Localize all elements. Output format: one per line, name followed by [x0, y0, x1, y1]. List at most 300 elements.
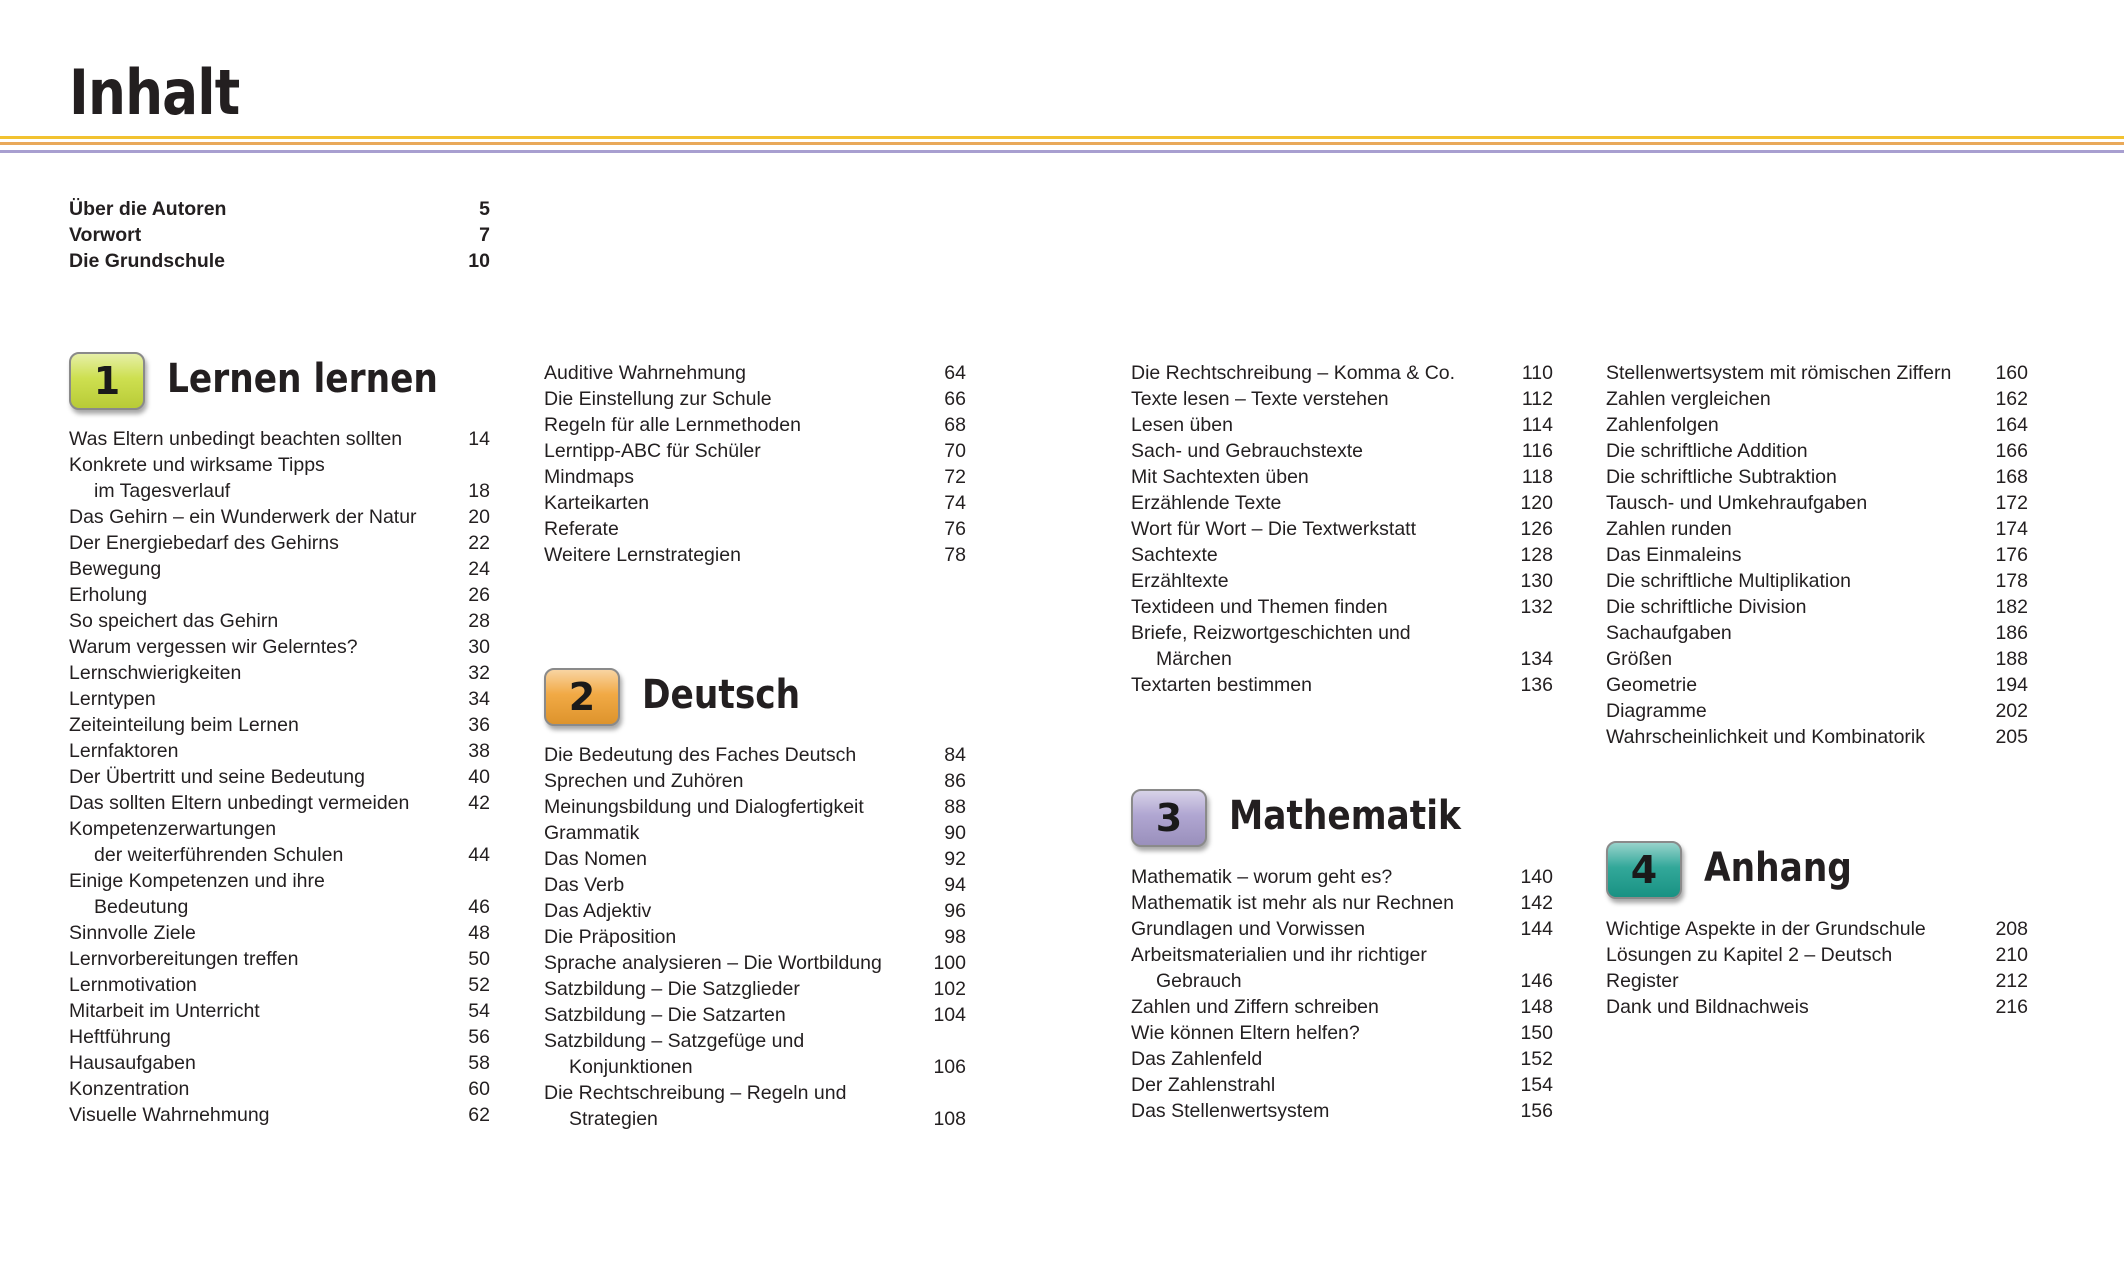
chapter-3-entries: [1131, 864, 1553, 1124]
toc-entry-page: 72: [944, 466, 966, 488]
toc-entry-page: 96: [944, 900, 966, 922]
toc-entry-page: 50: [468, 948, 490, 970]
toc-entry-page: 166: [1995, 440, 2028, 462]
page-title: Inhalt: [69, 56, 240, 129]
toc-entry-title: Die schriftliche Multiplikation: [1606, 570, 1851, 592]
toc-entry-title: Texte lesen – Texte verstehen: [1131, 388, 1389, 410]
toc-entry-title: Tausch- und Umkehraufgaben: [1606, 492, 1868, 514]
toc-entry: [69, 686, 490, 712]
toc-entry-page: 202: [1995, 700, 2028, 722]
chapter-heading-3: [1131, 789, 1551, 869]
toc-entry-page: 152: [1520, 1048, 1553, 1070]
toc-entry-page: 154: [1520, 1074, 1553, 1096]
toc-entry-title: Einige Kompetenzen und ihre: [69, 870, 325, 892]
toc-entry-page: 90: [944, 822, 966, 844]
toc-entry-page: 56: [468, 1026, 490, 1048]
toc-entry: [1131, 516, 1553, 542]
toc-entry: [544, 794, 966, 820]
toc-entry-title: Weitere Lernstrategien: [544, 544, 741, 566]
toc-entry: [1131, 594, 1553, 620]
chapter-number-2: 2: [568, 675, 596, 719]
toc-entry: [1606, 568, 2028, 594]
toc-entry-page: 86: [944, 770, 966, 792]
toc-entry: [544, 950, 966, 976]
toc-entry: [69, 842, 490, 868]
toc-entry-title: Sinnvolle Ziele: [69, 922, 196, 944]
toc-entry: [1131, 994, 1553, 1020]
toc-entry: [69, 712, 490, 738]
toc-entry-page: 58: [468, 1052, 490, 1074]
toc-entry-title: Satzbildung – Die Satzglieder: [544, 978, 800, 1000]
chapter-badge-2: [544, 668, 620, 726]
toc-entry-title: Lernmotivation: [69, 974, 197, 996]
toc-entry-title: Register: [1606, 970, 1679, 992]
toc-entry-title: Zahlen vergleichen: [1606, 388, 1771, 410]
toc-entry: [1606, 516, 2028, 542]
toc-entry: [69, 764, 490, 790]
toc-entry-title: Die Einstellung zur Schule: [544, 388, 772, 410]
toc-entry-page: 84: [944, 744, 966, 766]
toc-entry: [69, 582, 490, 608]
toc-entry-title: Diagramme: [1606, 700, 1707, 722]
toc-entry: [544, 768, 966, 794]
toc-entry: [69, 738, 490, 764]
toc-entry-title: Das Gehirn – ein Wunderwerk der Natur: [69, 506, 417, 528]
toc-entry-page: 28: [468, 610, 490, 632]
toc-entry: [1131, 360, 1553, 386]
toc-entry-title: Karteikarten: [544, 492, 650, 514]
toc-entry-title: Das sollten Eltern unbedingt vermeiden: [69, 792, 410, 814]
toc-entry: [544, 516, 966, 542]
toc-entry-title: Das Zahlenfeld: [1131, 1048, 1263, 1070]
toc-entry-page: 110: [1521, 362, 1553, 384]
toc-entry-page: 64: [944, 362, 966, 384]
toc-entry-page: 70: [944, 440, 966, 462]
toc-entry: [544, 976, 966, 1002]
toc-entry-title: Wort für Wort – Die Textwerkstatt: [1131, 518, 1416, 540]
toc-entry-page: 32: [468, 662, 490, 684]
toc-entry-title: Grundlagen und Vorwissen: [1131, 918, 1366, 940]
toc-entry: [1131, 916, 1553, 942]
toc-entry: [544, 542, 966, 568]
toc-entry: [544, 360, 966, 386]
toc-entry: [69, 452, 490, 478]
toc-entry-title: Lernfaktoren: [69, 740, 179, 762]
toc-entry: [69, 920, 490, 946]
toc-entry-title: Stellenwertsystem mit römischen Ziffern: [1606, 362, 1952, 384]
toc-entry-page: 120: [1520, 492, 1553, 514]
toc-entry: [69, 222, 490, 248]
toc-entry-page: 54: [468, 1000, 490, 1022]
toc-entry-page: 52: [468, 974, 490, 996]
toc-entry-title: Arbeitsmaterialien und ihr richtiger: [1131, 944, 1427, 966]
toc-entry-page: 140: [1520, 866, 1553, 888]
toc-entry-title: Dank und Bildnachweis: [1606, 996, 1809, 1018]
toc-entry-page: 174: [1995, 518, 2028, 540]
toc-entry-title: Vorwort: [69, 224, 142, 246]
toc-entry-title: Die schriftliche Subtraktion: [1606, 466, 1837, 488]
toc-entry-page: 160: [1995, 362, 2028, 384]
toc-entry-title: Lernschwierigkeiten: [69, 662, 242, 684]
toc-entry-page: 210: [1995, 944, 2028, 966]
toc-entry-title: Die schriftliche Addition: [1606, 440, 1808, 462]
toc-entry-title: im Tagesverlauf: [94, 480, 231, 502]
chapter-1-entries-continued: [544, 360, 966, 568]
toc-entry-page: 38: [468, 740, 490, 762]
toc-entry-title: Lernvorbereitungen treffen: [69, 948, 299, 970]
toc-entry-title: Wichtige Aspekte in der Grundschule: [1606, 918, 1926, 940]
toc-entry: [69, 504, 490, 530]
toc-entry-title: Wahrscheinlichkeit und Kombinatorik: [1606, 726, 1926, 748]
toc-entry-title: Visuelle Wahrnehmung: [69, 1104, 270, 1126]
header-rule-purple: [0, 150, 2124, 153]
toc-entry: [1131, 942, 1553, 968]
toc-entry-title: Kompetenzerwartungen: [69, 818, 277, 840]
toc-entry-page: 136: [1520, 674, 1553, 696]
toc-entry-title: Erholung: [69, 584, 148, 606]
toc-entry-title: Mit Sachtexten üben: [1131, 466, 1309, 488]
toc-entry: [1131, 1046, 1553, 1072]
toc-entry-title: Die Rechtschreibung – Regeln und: [544, 1082, 847, 1104]
toc-entry: [544, 1106, 966, 1132]
toc-entry: [1606, 672, 2028, 698]
toc-entry-title: Sach- und Gebrauchstexte: [1131, 440, 1363, 462]
chapter-title-4: Anhang: [1704, 845, 1852, 891]
toc-entry: [1131, 386, 1553, 412]
toc-entry-page: 128: [1520, 544, 1553, 566]
toc-entry-page: 168: [1995, 466, 2028, 488]
toc-entry-page: 44: [468, 844, 490, 866]
toc-entry: [1606, 994, 2028, 1020]
toc-entry-page: 144: [1520, 918, 1553, 940]
toc-entry-page: 182: [1995, 596, 2028, 618]
toc-entry-page: 112: [1521, 388, 1553, 410]
toc-entry: [69, 790, 490, 816]
toc-entry: [1606, 620, 2028, 646]
toc-entry-title: Regeln für alle Lernmethoden: [544, 414, 801, 436]
toc-entry-page: 76: [944, 518, 966, 540]
toc-entry-title: Zahlen runden: [1606, 518, 1732, 540]
toc-entry-title: Bedeutung: [94, 896, 189, 918]
toc-entry-title: Mitarbeit im Unterricht: [69, 1000, 260, 1022]
toc-entry: [1131, 1072, 1553, 1098]
toc-entry: [544, 438, 966, 464]
toc-entry: [69, 894, 490, 920]
toc-entry: [69, 998, 490, 1024]
toc-entry: [69, 660, 490, 686]
toc-entry: [544, 898, 966, 924]
toc-entry-page: 106: [933, 1056, 966, 1078]
toc-entry-page: 162: [1995, 388, 2028, 410]
toc-entry-title: Zahlenfolgen: [1606, 414, 1719, 436]
toc-entry-title: Textideen und Themen finden: [1131, 596, 1388, 618]
toc-entry-title: Größen: [1606, 648, 1673, 670]
toc-entry: [69, 1050, 490, 1076]
chapter-title-3: Mathematik: [1229, 793, 1461, 839]
toc-entry-page: 24: [468, 558, 490, 580]
toc-entry-title: Geometrie: [1606, 674, 1698, 696]
toc-entry-page: 142: [1520, 892, 1553, 914]
toc-entry-page: 134: [1520, 648, 1553, 670]
toc-entry-page: 116: [1521, 440, 1553, 462]
toc-entry: [1131, 646, 1553, 672]
toc-entry: [69, 426, 490, 452]
toc-entry-title: Mindmaps: [544, 466, 634, 488]
toc-entry-title: Satzbildung – Die Satzarten: [544, 1004, 786, 1026]
toc-entry: [1606, 916, 2028, 942]
toc-entry-title: Mathematik ist mehr als nur Rechnen: [1131, 892, 1454, 914]
toc-entry-title: der weiterführenden Schulen: [94, 844, 344, 866]
chapter-heading-2: [544, 668, 964, 748]
toc-entry-page: 148: [1520, 996, 1553, 1018]
toc-entry: [1131, 490, 1553, 516]
toc-entry-page: 10: [468, 250, 490, 272]
toc-entry-title: Über die Autoren: [69, 198, 227, 220]
toc-entry-title: Das Verb: [544, 874, 625, 896]
toc-entry-title: Die Grundschule: [69, 250, 226, 272]
chapter-2-entries-continued: [1131, 360, 1553, 698]
toc-entry-title: Meinungsbildung und Dialogfertigkeit: [544, 796, 864, 818]
chapter-4-entries: [1606, 916, 2028, 1020]
toc-entry-page: 94: [944, 874, 966, 896]
chapter-number-4: 4: [1630, 848, 1658, 892]
toc-entry-title: Heftführung: [69, 1026, 171, 1048]
toc-entry-page: 216: [1995, 996, 2028, 1018]
toc-entry-title: Konkrete und wirksame Tipps: [69, 454, 325, 476]
toc-entry: [544, 464, 966, 490]
toc-entry-page: 78: [944, 544, 966, 566]
toc-entry-page: 114: [1521, 414, 1553, 436]
toc-entry: [69, 530, 490, 556]
toc-entry-page: 14: [468, 428, 490, 450]
toc-entry: [69, 248, 490, 274]
toc-entry-page: 146: [1520, 970, 1553, 992]
toc-entry-page: 172: [1995, 492, 2028, 514]
toc-entry-page: 62: [468, 1104, 490, 1126]
toc-entry-page: 98: [944, 926, 966, 948]
toc-entry-title: Konjunktionen: [569, 1056, 693, 1078]
toc-entry: [69, 608, 490, 634]
toc-entry-page: 194: [1995, 674, 2028, 696]
toc-entry-title: Konzentration: [69, 1078, 190, 1100]
toc-entry-title: Das Nomen: [544, 848, 647, 870]
toc-entry: [1606, 698, 2028, 724]
toc-entry-title: Die schriftliche Division: [1606, 596, 1807, 618]
toc-entry-title: Briefe, Reizwortgeschichten und: [1131, 622, 1411, 644]
toc-entry-title: Hausaufgaben: [69, 1052, 196, 1074]
chapter-heading-4: [1606, 841, 2026, 921]
toc-entry-page: 186: [1995, 622, 2028, 644]
toc-entry-page: 132: [1520, 596, 1553, 618]
toc-entry-title: Warum vergessen wir Gelerntes?: [69, 636, 358, 658]
chapter-number-3: 3: [1155, 796, 1183, 840]
header-rule-yellow: [0, 136, 2124, 139]
toc-entry-title: Lerntypen: [69, 688, 156, 710]
toc-entry-title: Zahlen und Ziffern schreiben: [1131, 996, 1379, 1018]
toc-entry-page: 130: [1520, 570, 1553, 592]
toc-entry-title: Der Zahlenstrahl: [1131, 1074, 1276, 1096]
toc-entry-page: 164: [1995, 414, 2028, 436]
toc-entry: [1131, 568, 1553, 594]
toc-entry-title: Zeiteinteilung beim Lernen: [69, 714, 299, 736]
toc-entry: [1606, 594, 2028, 620]
toc-entry: [69, 196, 490, 222]
toc-entry-title: Referate: [544, 518, 619, 540]
toc-entry: [69, 634, 490, 660]
toc-entry: [1131, 968, 1553, 994]
chapter-heading-1: [69, 352, 529, 432]
toc-entry: [1606, 386, 2028, 412]
toc-entry-page: 108: [933, 1108, 966, 1130]
toc-entry-title: Lösungen zu Kapitel 2 – Deutsch: [1606, 944, 1893, 966]
toc-entry: [544, 742, 966, 768]
toc-entry-page: 46: [468, 896, 490, 918]
chapter-number-1: 1: [93, 359, 121, 403]
toc-entry-title: Lesen üben: [1131, 414, 1233, 436]
toc-entry: [69, 1076, 490, 1102]
toc-entry: [1606, 724, 2028, 750]
toc-entry-title: Das Stellenwertsystem: [1131, 1100, 1330, 1122]
toc-entry: [1131, 464, 1553, 490]
toc-entry: [544, 820, 966, 846]
toc-entry: [544, 490, 966, 516]
toc-entry: [544, 386, 966, 412]
toc-entry-page: 188: [1995, 648, 2028, 670]
toc-entry-title: Satzbildung – Satzgefüge und: [544, 1030, 805, 1052]
toc-entry: [544, 412, 966, 438]
chapter-2-entries: [544, 742, 966, 1132]
toc-entry: [1131, 890, 1553, 916]
toc-entry-page: 68: [944, 414, 966, 436]
toc-entry-title: Erzählende Texte: [1131, 492, 1282, 514]
toc-entry-page: 20: [468, 506, 490, 528]
toc-entry-page: 88: [944, 796, 966, 818]
toc-entry-title: Bewegung: [69, 558, 162, 580]
toc-entry-page: 178: [1995, 570, 2028, 592]
toc-entry: [69, 868, 490, 894]
toc-entry: [1606, 360, 2028, 386]
toc-entry-page: 118: [1521, 466, 1553, 488]
toc-entry-page: 102: [933, 978, 966, 1000]
toc-entry-title: Die Präposition: [544, 926, 677, 948]
toc-entry: [69, 972, 490, 998]
toc-entry-page: 126: [1520, 518, 1553, 540]
toc-entry: [1606, 490, 2028, 516]
toc-entry: [544, 872, 966, 898]
toc-entry: [544, 1002, 966, 1028]
toc-entry: [1606, 412, 2028, 438]
toc-entry-title: Die Bedeutung des Faches Deutsch: [544, 744, 857, 766]
toc-entry: [69, 1024, 490, 1050]
toc-entry-title: Wie können Eltern helfen?: [1131, 1022, 1360, 1044]
toc-entry-page: 7: [479, 224, 490, 246]
toc-entry-title: Textarten bestimmen: [1131, 674, 1312, 696]
toc-entry: [1131, 672, 1553, 698]
toc-entry-title: Sachaufgaben: [1606, 622, 1732, 644]
toc-entry-page: 36: [468, 714, 490, 736]
toc-entry-title: So speichert das Gehirn: [69, 610, 279, 632]
toc-entry-page: 92: [944, 848, 966, 870]
chapter-badge-1: [69, 352, 145, 410]
toc-entry-page: 66: [944, 388, 966, 410]
toc-entry-page: 22: [468, 532, 490, 554]
toc-entry-title: Lerntipp-ABC für Schüler: [544, 440, 761, 462]
toc-entry-page: 74: [944, 492, 966, 514]
toc-entry-page: 5: [479, 198, 490, 220]
toc-entry-page: 212: [1995, 970, 2028, 992]
toc-entry-title: Sachtexte: [1131, 544, 1218, 566]
toc-entry: [544, 1054, 966, 1080]
toc-entry-page: 40: [468, 766, 490, 788]
toc-entry: [1606, 438, 2028, 464]
toc-entry-page: 205: [1995, 726, 2028, 748]
toc-entry: [1606, 968, 2028, 994]
toc-entry: [1606, 464, 2028, 490]
toc-entry-page: 176: [1995, 544, 2028, 566]
toc-entry-title: Sprechen und Zuhören: [544, 770, 744, 792]
toc-entry: [69, 946, 490, 972]
toc-entry-title: Was Eltern unbedingt beachten sollten: [69, 428, 403, 450]
toc-entry-title: Strategien: [569, 1108, 658, 1130]
toc-entry: [1131, 1020, 1553, 1046]
header-rule-orange: [0, 142, 2124, 145]
toc-entry: [544, 1080, 966, 1106]
toc-entry-title: Auditive Wahrnehmung: [544, 362, 746, 384]
chapter-title-1: Lernen lernen: [167, 356, 438, 402]
toc-entry: [1131, 1098, 1553, 1124]
toc-entry-title: Mathematik – worum geht es?: [1131, 866, 1393, 888]
toc-entry: [544, 846, 966, 872]
toc-entry: [1131, 438, 1553, 464]
toc-entry-title: Grammatik: [544, 822, 640, 844]
toc-entry: [544, 1028, 966, 1054]
chapter-title-2: Deutsch: [642, 672, 801, 718]
toc-entry-page: 60: [468, 1078, 490, 1100]
chapter-badge-4: [1606, 841, 1682, 899]
toc-entry: [1131, 542, 1553, 568]
toc-entry: [69, 556, 490, 582]
toc-entry-title: Die Rechtschreibung – Komma & Co.: [1131, 362, 1456, 384]
toc-entry: [1606, 942, 2028, 968]
toc-entry: [69, 816, 490, 842]
toc-entry-page: 42: [468, 792, 490, 814]
chapter-badge-3: [1131, 789, 1207, 847]
toc-entry-page: 150: [1520, 1022, 1553, 1044]
toc-entry-page: 30: [468, 636, 490, 658]
toc-entry-title: Gebrauch: [1156, 970, 1242, 992]
chapter-1-entries: [69, 426, 490, 1128]
chapter-3-entries-continued: [1606, 360, 2028, 750]
toc-entry: [1131, 864, 1553, 890]
toc-entry: [1131, 620, 1553, 646]
toc-entry-page: 18: [468, 480, 490, 502]
toc-entry: [544, 924, 966, 950]
toc-entry: [1606, 542, 2028, 568]
toc-entry-page: 48: [468, 922, 490, 944]
toc-entry-title: Erzähltexte: [1131, 570, 1229, 592]
toc-entry-page: 156: [1520, 1100, 1553, 1122]
toc-entry-page: 208: [1995, 918, 2028, 940]
toc-entry-title: Sprache analysieren – Die Wortbildung: [544, 952, 882, 974]
toc-entry-page: 34: [468, 688, 490, 710]
toc-entry-page: 104: [933, 1004, 966, 1026]
toc-entry-title: Der Übertritt und seine Bedeutung: [69, 766, 365, 788]
toc-entry-title: Das Adjektiv: [544, 900, 652, 922]
toc-entry: [69, 478, 490, 504]
toc-entry: [1606, 646, 2028, 672]
toc-entry-page: 26: [468, 584, 490, 606]
toc-entry: [69, 1102, 490, 1128]
